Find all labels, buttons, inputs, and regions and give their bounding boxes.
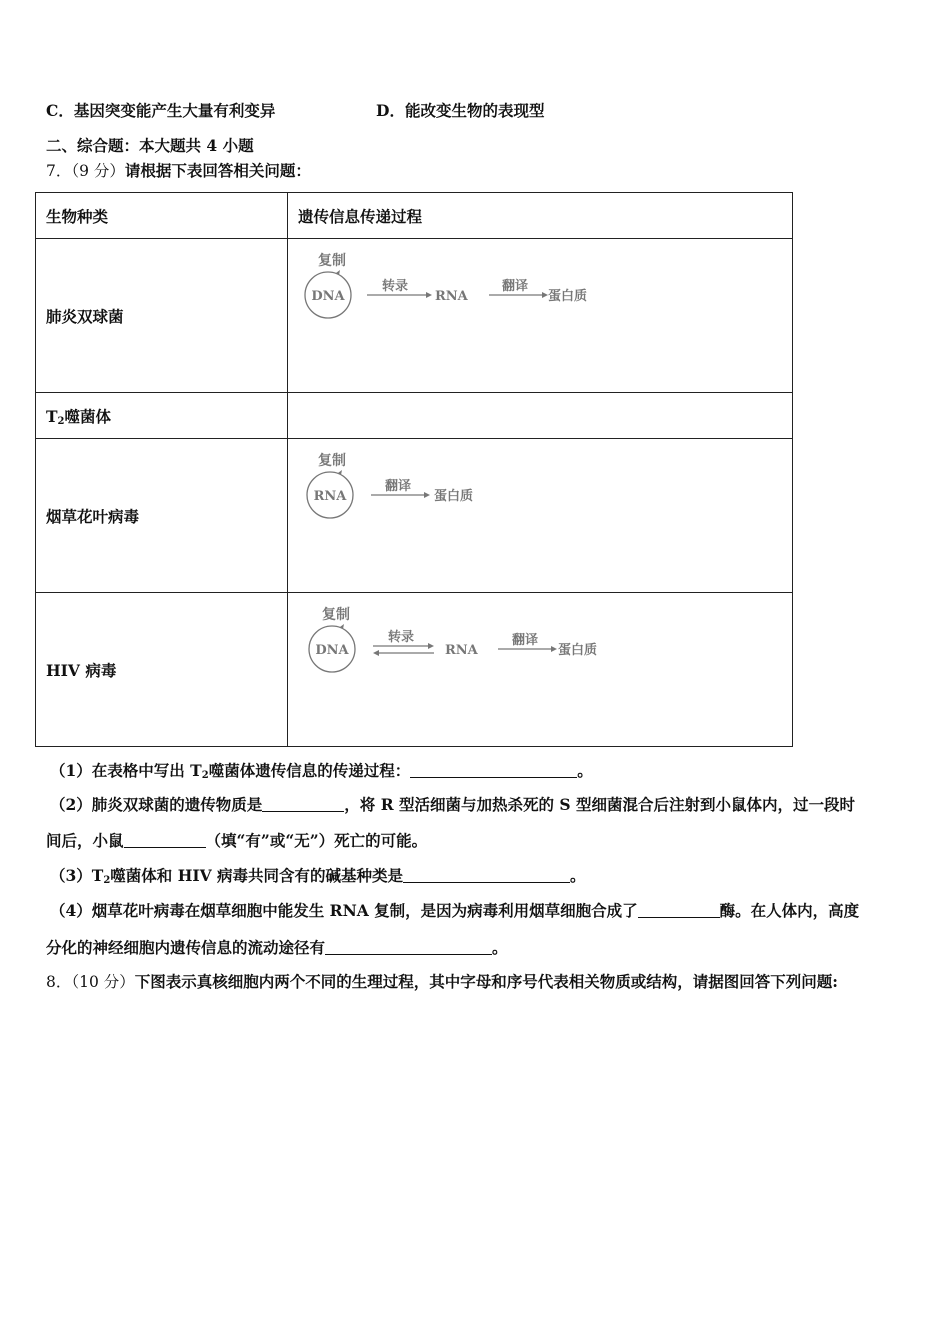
option-c: C．基因突变能产生大量有利变异 [46,101,276,120]
q7-prompt: 请根据下表回答相关问题： [124,161,311,180]
diagram-tmv [300,449,620,529]
answer-blank[interactable] [410,762,577,778]
t2-prefix: T [46,406,58,426]
answer-blank[interactable] [325,939,492,955]
s3-subscript: 2 [103,875,111,886]
t2-subscript: 2 [57,415,65,427]
s3-text-b: 噬菌体和 HIV 病毒共同含有的碱基种类是 [110,866,404,885]
s1-text-b: 噬菌体遗传信息的传递过程： [208,761,411,780]
genetic-info-table [35,192,793,747]
section-title: 二、综合题：本大题共 4 小题 [46,136,254,155]
label-dna: DNA [315,643,349,658]
transcription-arrowhead-icon [426,292,432,298]
s4-text-c: 分化的神经细胞内遗传信息的流动途径有 [46,938,326,957]
q7-number: 7． [46,162,72,180]
s2-text-c: 间后，小鼠 [46,831,124,850]
label-protein: 蛋白质 [558,643,598,658]
label-rna: RNA [445,643,478,658]
process-pneumococcus [288,239,793,393]
organism-tmv: 烟草花叶病毒 [36,439,288,593]
translation-arrowhead-icon [424,492,430,498]
label-replication: 复制 [318,253,346,269]
header-organism: 生物种类 [36,193,288,239]
table-row [36,593,793,747]
label-translation: 翻译 [385,479,412,494]
label-protein: 蛋白质 [434,489,474,504]
organism-t2-phage [36,393,288,439]
label-translation: 翻译 [502,279,529,294]
s1-end: 。 [577,761,593,780]
table-header-row [36,193,793,239]
translation-arrowhead-icon [551,646,557,652]
answer-blank[interactable] [262,796,344,812]
s2-text-b: ，将 R 型活细菌与加热杀死的 S 型细菌混合后注射到小鼠体内，过一段时 [344,795,855,814]
table-row [36,439,793,593]
sub-question-1 [50,761,593,786]
organism-pneumococcus: 肺炎双球菌 [36,239,288,393]
header-process: 遗传信息传递过程 [288,193,793,239]
question-7 [46,161,311,181]
process-hiv [288,593,793,747]
table-row [36,393,793,439]
s3-text-a: （3）T [50,866,104,885]
label-translation: 翻译 [512,633,539,648]
label-replication: 复制 [318,453,346,469]
q7-score: （9 分） [71,162,125,180]
s4-end: 。 [492,938,508,957]
sub-question-4-cont [46,938,508,958]
answer-blank[interactable] [638,902,720,918]
label-transcription: 转录 [388,630,415,645]
diagram-hiv [300,603,620,683]
q8-score: （10 分） [71,973,135,991]
q8-number: 8． [46,973,72,991]
option-d: D．能改变生物的表现型 [376,101,545,120]
s1-subscript: 2 [201,770,209,781]
reverse-transcription-arrowhead-icon [373,650,379,656]
organism-hiv: HIV 病毒 [36,593,288,747]
s2-text-a: （2）肺炎双球菌的遗传物质是 [50,795,263,814]
sub-question-3 [50,866,586,891]
answer-blank[interactable] [403,867,570,883]
sub-question-2 [50,795,855,815]
s1-text-a: （1）在表格中写出 T [50,761,202,780]
label-dna: DNA [311,289,345,304]
transcription-arrowhead-icon [428,643,434,649]
t2-suffix: 噬菌体 [64,406,112,426]
label-protein: 蛋白质 [548,289,588,304]
table-row [36,239,793,393]
label-replication: 复制 [322,607,350,623]
process-tmv [288,439,793,593]
q8-prompt: 下图表示真核细胞内两个不同的生理过程，其中字母和序号代表相关物质或结构，请据图回答下列问题: [134,972,839,991]
s2-text-d: （填“有”或“无”）死亡的可能。 [205,831,428,850]
process-t2-phage-blank [288,393,793,439]
answer-blank[interactable] [124,832,206,848]
label-rna: RNA [313,489,347,504]
question-8 [46,972,838,992]
s4-text-b: 酶。在人体内，高度 [719,901,860,920]
s3-end: 。 [570,866,586,885]
sub-question-2-cont [46,831,427,851]
diagram-pneumococcus [300,249,620,329]
label-transcription: 转录 [382,279,409,294]
sub-question-4 [50,901,859,921]
s4-text-a: （4）烟草花叶病毒在烟草细胞中能发生 RNA 复制，是因为病毒利用烟草细胞合成了 [50,901,638,920]
label-rna: RNA [435,289,468,304]
